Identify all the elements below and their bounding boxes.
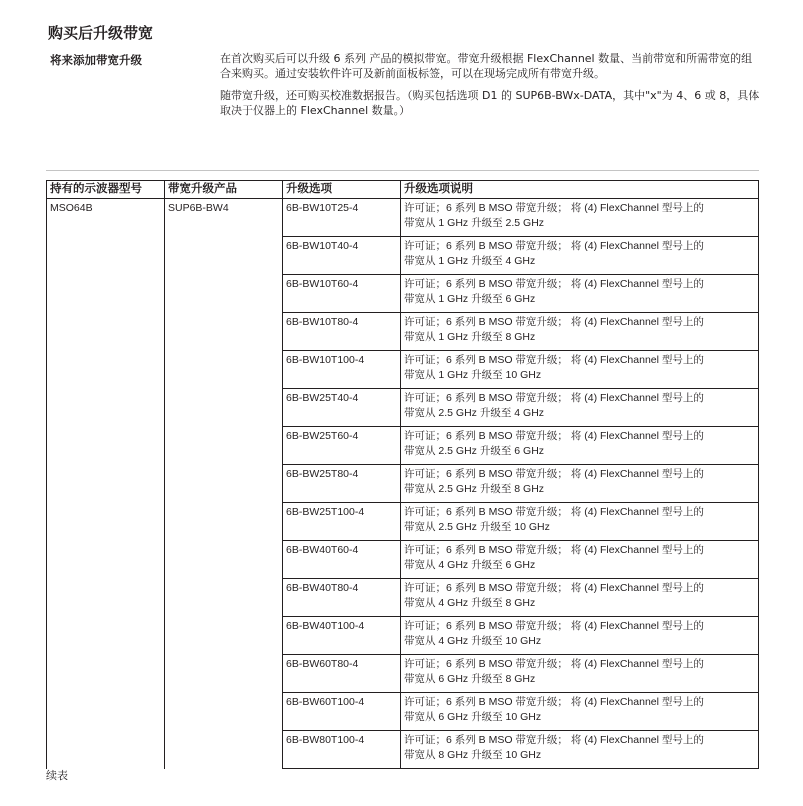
option-cell: 6B-BW10T25-4 — [283, 199, 401, 237]
sub-heading: 将来添加带宽升级 — [50, 53, 142, 67]
intro-text — [220, 51, 760, 125]
description-line-2: 带宽从 8 GHz 升级至 10 GHz — [404, 749, 542, 761]
option-cell: 6B-BW10T100-4 — [283, 351, 401, 389]
upgrade-options-table — [46, 180, 759, 769]
option-cell: 6B-BW40T100-4 — [283, 617, 401, 655]
description-line-2: 带宽从 2.5 GHz 升级至 6 GHz — [404, 445, 545, 457]
table-header-row — [47, 181, 759, 199]
description-cell — [401, 351, 759, 389]
description-cell — [401, 389, 759, 427]
option-cell: 6B-BW40T80-4 — [283, 579, 401, 617]
description-line-1: 许可证；6 系列 B MSO 带宽升级； 将 (4) FlexChannel 型号上的 — [404, 734, 704, 746]
continued-label: 续表 — [46, 769, 68, 782]
description-line-2: 带宽从 2.5 GHz 升级至 4 GHz — [404, 407, 545, 419]
description-cell — [401, 313, 759, 351]
description-line-1: 许可证；6 系列 B MSO 带宽升级； 将 (4) FlexChannel 型号上的 — [404, 658, 704, 670]
description-line-1: 许可证；6 系列 B MSO 带宽升级； 将 (4) FlexChannel 型号上的 — [404, 354, 704, 366]
description-cell — [401, 465, 759, 503]
option-cell: 6B-BW40T60-4 — [283, 541, 401, 579]
model-cell: MSO64B — [47, 199, 165, 769]
description-line-2: 带宽从 1 GHz 升级至 10 GHz — [404, 369, 542, 381]
description-cell — [401, 579, 759, 617]
table-row — [47, 199, 759, 237]
description-line-1: 许可证；6 系列 B MSO 带宽升级； 将 (4) FlexChannel 型号上的 — [404, 582, 704, 594]
description-cell — [401, 655, 759, 693]
description-line-2: 带宽从 2.5 GHz 升级至 8 GHz — [404, 483, 545, 495]
description-line-2: 带宽从 1 GHz 升级至 8 GHz — [404, 331, 536, 343]
column-header-product: 带宽升级产品 — [165, 181, 283, 199]
description-cell — [401, 503, 759, 541]
option-cell: 6B-BW10T60-4 — [283, 275, 401, 313]
description-line-1: 许可证；6 系列 B MSO 带宽升级； 将 (4) FlexChannel 型号上的 — [404, 696, 704, 708]
description-line-2: 带宽从 4 GHz 升级至 8 GHz — [404, 597, 536, 609]
description-line-1: 许可证；6 系列 B MSO 带宽升级； 将 (4) FlexChannel 型号上的 — [404, 620, 704, 632]
description-cell — [401, 275, 759, 313]
description-line-2: 带宽从 4 GHz 升级至 6 GHz — [404, 559, 536, 571]
description-line-1: 许可证；6 系列 B MSO 带宽升级； 将 (4) FlexChannel 型号上的 — [404, 430, 704, 442]
description-line-2: 带宽从 1 GHz 升级至 2.5 GHz — [404, 217, 545, 229]
description-line-1: 许可证；6 系列 B MSO 带宽升级； 将 (4) FlexChannel 型号上的 — [404, 506, 704, 518]
description-cell — [401, 237, 759, 275]
description-line-2: 带宽从 6 GHz 升级至 10 GHz — [404, 711, 542, 723]
description-line-1: 许可证；6 系列 B MSO 带宽升级； 将 (4) FlexChannel 型号上的 — [404, 468, 704, 480]
description-line-1: 许可证；6 系列 B MSO 带宽升级； 将 (4) FlexChannel 型号上的 — [404, 316, 704, 328]
paragraph: 随带宽升级，还可购买校准数据报告。（购买包括选项 D1 的 SUP6B-BWx-DATA，其中"x"为 4、6 或 8，具体取决于仪器上的 FlexChannel 数量。） — [220, 89, 760, 117]
option-cell: 6B-BW25T60-4 — [283, 427, 401, 465]
description-cell — [401, 199, 759, 237]
description-line-2: 带宽从 6 GHz 升级至 8 GHz — [404, 673, 536, 685]
option-cell: 6B-BW60T80-4 — [283, 655, 401, 693]
column-header-model: 持有的示波器型号 — [47, 181, 165, 199]
option-cell: 6B-BW10T80-4 — [283, 313, 401, 351]
option-cell: 6B-BW10T40-4 — [283, 237, 401, 275]
product-cell: SUP6B-BW4 — [165, 199, 283, 769]
description-cell — [401, 731, 759, 769]
description-line-2: 带宽从 2.5 GHz 升级至 10 GHz — [404, 521, 550, 533]
option-cell: 6B-BW25T100-4 — [283, 503, 401, 541]
description-line-1: 许可证；6 系列 B MSO 带宽升级； 将 (4) FlexChannel 型号上的 — [404, 544, 704, 556]
description-line-2: 带宽从 1 GHz 升级至 6 GHz — [404, 293, 536, 305]
option-cell: 6B-BW80T100-4 — [283, 731, 401, 769]
description-line-1: 许可证；6 系列 B MSO 带宽升级； 将 (4) FlexChannel 型号上的 — [404, 278, 704, 290]
description-line-2: 带宽从 4 GHz 升级至 10 GHz — [404, 635, 542, 647]
description-cell — [401, 427, 759, 465]
description-line-1: 许可证；6 系列 B MSO 带宽升级； 将 (4) FlexChannel 型号上的 — [404, 240, 704, 252]
column-header-option: 升级选项 — [283, 181, 401, 199]
description-line-1: 许可证；6 系列 B MSO 带宽升级； 将 (4) FlexChannel 型号上的 — [404, 202, 704, 214]
column-header-description: 升级选项说明 — [401, 181, 759, 199]
option-cell: 6B-BW25T40-4 — [283, 389, 401, 427]
section-title: 购买后升级带宽 — [48, 24, 154, 42]
description-line-1: 许可证；6 系列 B MSO 带宽升级； 将 (4) FlexChannel 型号上的 — [404, 392, 704, 404]
option-cell: 6B-BW25T80-4 — [283, 465, 401, 503]
section-divider — [46, 170, 759, 171]
description-cell — [401, 693, 759, 731]
description-line-2: 带宽从 1 GHz 升级至 4 GHz — [404, 255, 536, 267]
description-cell — [401, 541, 759, 579]
option-cell: 6B-BW60T100-4 — [283, 693, 401, 731]
description-cell — [401, 617, 759, 655]
paragraph: 在首次购买后可以升级 6 系列 产品的模拟带宽。带宽升级根据 FlexChannel 数量、当前带宽和所需带宽的组合来购买。通过安装软件许可及新前面板标签，可以在现场完成所有带宽升级。 — [220, 52, 753, 80]
